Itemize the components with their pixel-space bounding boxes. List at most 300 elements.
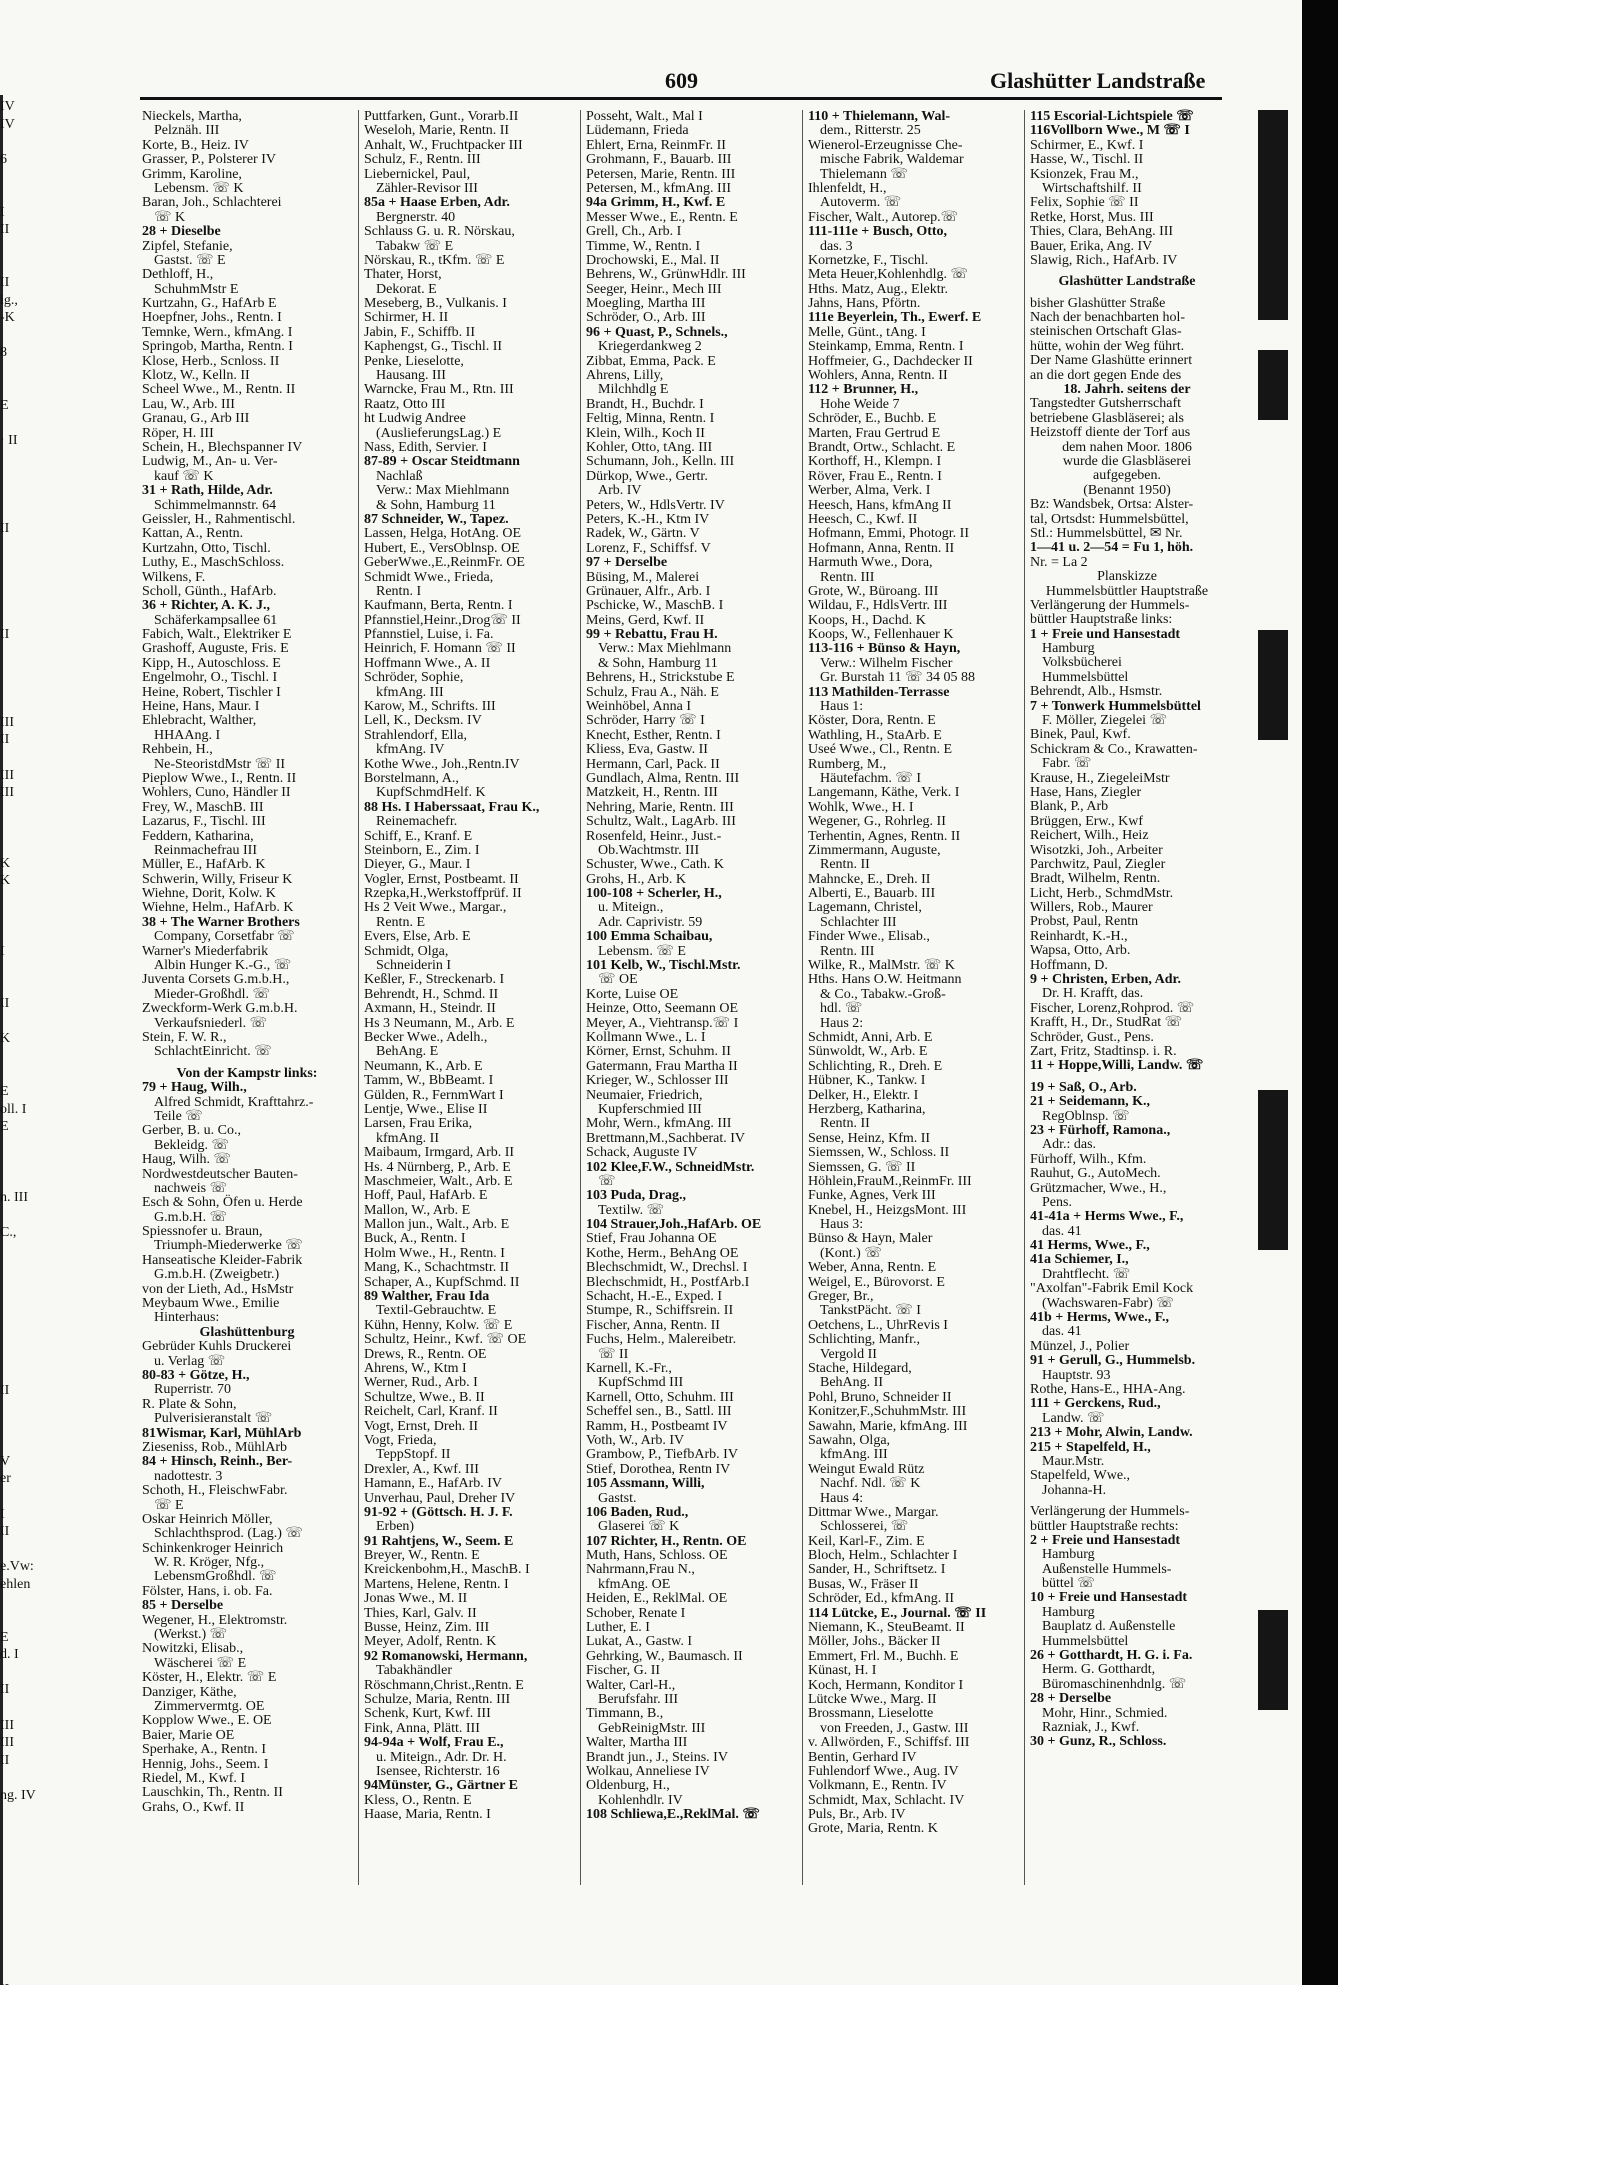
- directory-line: Breyer, W., Rentn. E: [364, 1548, 480, 1564]
- directory-line: Lell, K., Decksm. IV: [364, 713, 482, 729]
- directory-line: Gatermann, Frau Martha II: [586, 1058, 738, 1074]
- directory-line: Baran, Joh., Schlachterei: [142, 195, 282, 211]
- column-divider: [580, 110, 581, 1885]
- margin-fragment: [0, 588, 22, 606]
- directory-line: Dürkop, Wwe., Gertr.: [586, 468, 708, 484]
- directory-line: 97 + Derselbe: [586, 555, 668, 571]
- directory-line: SchuhmMstr E: [154, 281, 239, 297]
- directory-line: Bergnerstr. 40: [376, 209, 456, 225]
- directory-line: betriebene Glasbläserei; als: [1030, 410, 1184, 426]
- directory-line: Schuster, Wwe., Cath. K: [586, 857, 724, 873]
- directory-line: Schwerin, Willy, Friseur K: [142, 871, 293, 887]
- directory-line: Hamburg: [1042, 1547, 1095, 1563]
- directory-line: Stache, Hildegard,: [808, 1360, 912, 1376]
- directory-line: Hoff, Paul, HafArb. E: [364, 1188, 488, 1204]
- directory-line: Brandt jun., J., Steins. IV: [586, 1749, 728, 1765]
- thumb-index-tab-strip: [1250, 110, 1302, 1870]
- directory-line: Kipp, H., Autoschloss. E: [142, 655, 281, 671]
- directory-line: Gülden, R., FernmWart I: [364, 1087, 504, 1103]
- directory-line: Dr. H. Krafft, das.: [1042, 986, 1144, 1002]
- directory-line: Kornetzke, F., Tischl.: [808, 252, 929, 268]
- directory-line: Timme, W., Rentn. I: [586, 238, 701, 254]
- directory-line: Meyer, A., Viehtransp.☏ I: [586, 1015, 739, 1031]
- directory-line: Unverhau, Paul, Dreher IV: [364, 1490, 516, 1506]
- directory-line: Grasser, P., Polsterer IV: [142, 152, 276, 168]
- directory-line: Rosenfeld, Heinr., Just.-: [586, 828, 722, 844]
- directory-line: Weinhöbel, Anna I: [586, 699, 692, 715]
- page-number: 609: [665, 68, 698, 93]
- margin-fragment: [0, 1291, 22, 1309]
- directory-line: Hofmann, Anna, Rentn. II: [808, 540, 955, 556]
- margin-fragment: [0, 236, 22, 254]
- directory-line: Körner, Ernst, Schuhm. II: [586, 1044, 731, 1060]
- column-divider: [1024, 110, 1025, 1885]
- directory-line: Fischer, Walt., Autorep.☏: [808, 209, 959, 225]
- directory-line: Blechschmidt, H., PostfArb.I: [586, 1274, 750, 1290]
- directory-line: Stein, F. W. R.,: [142, 1030, 227, 1045]
- directory-line: Grimm, Karoline,: [142, 166, 242, 182]
- directory-line: Lassen, Helga, HotAng. OE: [364, 526, 522, 542]
- directory-line: Ehlert, Erna, ReinmFr. II: [586, 137, 726, 153]
- directory-line: Mallon, W., Arb. E: [364, 1202, 471, 1218]
- directory-line: Vogler, Ernst, Postbeamt. II: [364, 871, 519, 887]
- directory-line: das. 3: [820, 238, 853, 254]
- directory-line: Sense, Heinz, Kfm. II: [808, 1130, 931, 1146]
- directory-line: Ramm, H., Postbeamt IV: [586, 1418, 728, 1434]
- directory-line: Rentn. II: [820, 1116, 870, 1132]
- directory-line: Krieger, W., Schlosser III: [586, 1073, 729, 1089]
- margin-fragment: [0, 640, 22, 658]
- directory-line: 94-94a + Wolf, Frau E.,: [364, 1735, 504, 1751]
- directory-text-block: [142, 110, 1222, 1890]
- directory-line: Lukat, A., Gastw. I: [586, 1634, 693, 1650]
- margin-fragment: [0, 1063, 22, 1081]
- directory-line: Schröder, Ed., kfmAng. II: [808, 1591, 955, 1607]
- directory-line: Mang, K., Schachtmstr. II: [364, 1260, 510, 1276]
- directory-line: Langemann, Käthe, Verk. I: [808, 785, 960, 801]
- directory-line: Schröder, Harry ☏ I: [586, 713, 705, 729]
- margin-fragment: ehlen: [0, 1576, 31, 1592]
- margin-fragment: [0, 1256, 22, 1274]
- directory-line: Vogt, Ernst, Dreh. II: [364, 1418, 479, 1434]
- directory-line: Tamm, W., BbBeamt. I: [364, 1073, 494, 1089]
- directory-line: Arb. IV: [598, 483, 642, 499]
- margin-fragment: II: [0, 222, 10, 238]
- directory-line: Schröder, Sophie,: [364, 670, 464, 686]
- directory-line: Siemssen, W., Schloss. II: [808, 1145, 950, 1161]
- directory-line: Verw.: Max Miehlmann: [376, 483, 510, 499]
- directory-line: Heiden, E., ReklMal. OE: [586, 1591, 728, 1607]
- directory-line: Wohlk, Wwe., H. I: [808, 799, 914, 815]
- directory-line: Pfannstiel,Heinr.,Drog☏ II: [364, 612, 521, 628]
- margin-fragment: [0, 1766, 22, 1784]
- directory-line: Gr. Burstah 11 ☏ 34 05 88: [820, 670, 976, 686]
- directory-line: Hase, Hans, Ziegler: [1030, 784, 1142, 800]
- directory-line: 2 + Freie und Hansestadt: [1030, 1532, 1181, 1548]
- directory-line: Timmann, B.,: [586, 1706, 664, 1722]
- directory-line: Ob.Wachtmstr. III: [598, 842, 700, 858]
- directory-line: Thielemann ☏: [820, 166, 908, 182]
- directory-line: "Axolfan"-Fabrik Emil Kock: [1030, 1281, 1194, 1297]
- margin-fragment: 6: [0, 151, 7, 167]
- directory-line: Knecht, Esther, Rentn. I: [586, 727, 721, 743]
- directory-line: Müller, E., HafArb. K: [142, 857, 266, 873]
- directory-line: Temnke, Wern., kfmAng. I: [142, 324, 293, 340]
- directory-line: Hummelsbüttler Hauptstraße: [1045, 583, 1209, 599]
- margin-fragment: [0, 1819, 22, 1837]
- directory-line: Funke, Agnes, Verk III: [808, 1188, 936, 1204]
- directory-line: Drexler, A., Kwf. III: [364, 1461, 479, 1477]
- directory-line: Melle, Günt., tAng. I: [808, 324, 926, 340]
- directory-line: Tabakhändler: [376, 1663, 452, 1679]
- directory-line: 10 + Freie und Hansestadt: [1030, 1590, 1188, 1606]
- margin-fragment: [0, 1890, 22, 1908]
- directory-line: Haug, Wilh. ☏: [142, 1152, 232, 1168]
- directory-line: Mohr, Hinr., Schmied.: [1042, 1705, 1168, 1721]
- directory-line: Hoffmann Wwe., A. II: [364, 655, 491, 671]
- directory-line: Schoth, H., FleischwFabr.: [142, 1483, 288, 1499]
- directory-line: 19 + Saß, O., Arb.: [1030, 1079, 1137, 1095]
- directory-line: Mieder-Großhdl. ☏: [154, 986, 270, 1002]
- directory-line: Busas, W., Fräser II: [808, 1576, 919, 1592]
- directory-line: Razniak, J., Kwf.: [1042, 1719, 1140, 1735]
- directory-line: Reinmachefrau III: [154, 842, 257, 858]
- directory-line: Grohs, H., Arb. K: [586, 871, 686, 887]
- directory-line: 41-41a + Herms Wwe., F.,: [1030, 1209, 1184, 1225]
- scan-background: [0, 1985, 1600, 2177]
- directory-line: Matzkeit, H., Rentn. III: [586, 785, 718, 801]
- directory-line: 111 + Gerckens, Rud.,: [1030, 1396, 1161, 1412]
- directory-line: 101 Kelb, W., Tischl.Mstr.: [586, 958, 741, 974]
- directory-line: Hubert, E., VersOblnsp. OE: [364, 540, 520, 556]
- directory-line: Probst, Paul, Rentn: [1030, 914, 1139, 930]
- directory-line: Krafft, H., Dr., StudRat ☏: [1030, 1015, 1183, 1031]
- directory-line: Drahtflecht. ☏: [1042, 1266, 1131, 1282]
- directory-line: W. R. Kröger, Nfg.,: [154, 1555, 265, 1571]
- directory-line: Glaserei ☏ K: [598, 1519, 680, 1535]
- margin-fragment: [0, 1837, 22, 1855]
- directory-line: Wegener, H., Elektromstr.: [142, 1612, 288, 1628]
- directory-line: 110 + Thielemann, Wal-: [808, 109, 951, 124]
- directory-line: 89 Walther, Frau Ida: [364, 1289, 490, 1305]
- margin-fragment: [0, 676, 22, 694]
- directory-line: Bloch, Helm., Schlachter I: [808, 1548, 958, 1564]
- directory-line: an die dort gegen Ende des: [1030, 367, 1182, 383]
- directory-line: Hübner, K., Tankw. I: [808, 1073, 926, 1089]
- directory-line: Drochowski, E., Mal. II: [586, 252, 720, 268]
- directory-line: Schultze, Wwe., B. II: [364, 1389, 485, 1405]
- margin-fragment: [0, 1960, 22, 1978]
- directory-line: kauf ☏ K: [154, 468, 214, 484]
- directory-line: Engelmohr, O., Tischl. I: [142, 670, 278, 686]
- margin-fragment: II: [0, 1383, 10, 1399]
- thumb-index-band: [1258, 1610, 1288, 1710]
- margin-fragment: [0, 464, 22, 482]
- directory-line: Meyer, Adolf, Rentn. K: [364, 1634, 497, 1650]
- directory-line: 84 + Hinsch, Reinh., Ber-: [142, 1454, 293, 1470]
- directory-line: 88 Hs. I Haberssaat, Frau K.,: [364, 799, 540, 815]
- directory-line: Reinhardt, K.-H.,: [1030, 928, 1128, 944]
- header-rule: [140, 97, 1222, 100]
- directory-line: Schmidt, Max, Schlacht. IV: [808, 1792, 965, 1808]
- directory-line: Martens, Helene, Rentn. I: [364, 1576, 509, 1592]
- directory-line: Rzepka,H.,Werkstoffprüf. II: [364, 886, 522, 902]
- directory-line: 94Münster, G., Gärtner E: [364, 1778, 518, 1794]
- directory-line: Berufsfahr. III: [598, 1691, 679, 1707]
- margin-fragment: [0, 1942, 22, 1960]
- directory-line: Schack, Auguste IV: [586, 1145, 698, 1161]
- directory-line: GeberWwe.,E.,ReinmFr. OE: [364, 555, 525, 571]
- directory-line: kfmAng. III: [820, 1447, 888, 1463]
- directory-line: Stief, Dorothea, Rentn IV: [586, 1461, 731, 1477]
- margin-fragment: [0, 253, 22, 271]
- directory-line: Kreickenbohm,H., MaschB. I: [364, 1562, 530, 1578]
- directory-line: Sawahn, Marie, kfmAng. III: [808, 1418, 968, 1434]
- directory-line: Glashüttenburg: [199, 1324, 295, 1340]
- margin-fragment: [0, 1854, 22, 1872]
- directory-line: Lentje, Wwe., Elise II: [364, 1101, 488, 1117]
- directory-line: Keßler, F., Streckenarb. I: [364, 972, 505, 988]
- directory-line: Zimmervermtg. OE: [154, 1698, 265, 1714]
- margin-fragment: [0, 1010, 22, 1028]
- directory-line: Planskizze: [1097, 569, 1157, 585]
- directory-line: Dieyer, G., Maur. I: [364, 857, 471, 873]
- directory-line: Busse, Heinz, Zim. III: [364, 1620, 490, 1636]
- directory-line: Verlängerung der Hummels-: [1030, 597, 1190, 613]
- directory-line: Schulz, F., Rentn. III: [364, 152, 481, 168]
- thumb-index-band: [1258, 110, 1288, 320]
- directory-line: Klein, Wilh., Koch II: [586, 425, 705, 441]
- directory-line: Parchwitz, Paul, Ziegler: [1030, 856, 1166, 872]
- margin-fragment: [0, 1397, 22, 1415]
- directory-line: Wiehne, Helm., HafArb. K: [142, 900, 294, 916]
- directory-line: Schacht, H.-E., Exped. I: [586, 1289, 723, 1305]
- directory-line: Milchhdlg E: [598, 382, 669, 398]
- margin-fragment: [0, 324, 22, 342]
- directory-line: 112 + Brunner, H.,: [808, 382, 919, 398]
- directory-line: Holm Wwe., H., Rentn. I: [364, 1245, 505, 1261]
- directory-line: Schlichting, Manfr.,: [808, 1332, 920, 1348]
- directory-line: Wolkau, Anneliese IV: [586, 1763, 710, 1779]
- directory-line: Isensee, Richterstr. 16: [376, 1763, 500, 1779]
- margin-fragment: [0, 1151, 22, 1169]
- directory-line: Baier, Marie OE: [142, 1727, 235, 1743]
- directory-line: 1—41 u. 2—54 = Fu 1, höh.: [1030, 540, 1194, 556]
- directory-line: Koops, H., Dachd. K: [808, 612, 926, 628]
- directory-line: 7 + Tonwerk Hummelsbüttel: [1030, 698, 1201, 714]
- margin-fragment: [0, 447, 22, 465]
- directory-line: 115 Escorial-Lichtspiele ☏: [1030, 109, 1194, 124]
- margin-fragment: III: [0, 1735, 14, 1751]
- directory-line: Koops, W., Fellenhauer K: [808, 627, 954, 643]
- directory-line: Kliess, Eva, Gastw. II: [586, 742, 708, 758]
- directory-line: Hasse, W., Tischl. II: [1030, 152, 1144, 168]
- directory-line: Nowitzki, Elisab.,: [142, 1641, 244, 1657]
- directory-line: Mohr, Wern., kfmAng. III: [586, 1116, 732, 1132]
- directory-line: Scholl, Günth., HafArb.: [142, 583, 277, 599]
- margin-fragment: [0, 377, 22, 395]
- directory-line: & Co., Tabakw.-Groß-: [820, 986, 946, 1002]
- directory-line: 85a + Haase Erben, Adr.: [364, 195, 510, 211]
- margin-fragment: III: [0, 714, 14, 730]
- margin-fragment: [0, 1802, 22, 1820]
- directory-line: Drews, R., Rentn. OE: [364, 1346, 487, 1362]
- directory-line: 87-89 + Oscar Steidtmann: [364, 454, 520, 470]
- directory-column-5: [1030, 110, 1224, 1750]
- directory-line: Schlachthsprod. (Lag.) ☏: [154, 1526, 303, 1542]
- directory-line: Knebel, H., HeizgsMont. III: [808, 1202, 967, 1218]
- directory-line: 28 + Derselbe: [1030, 1691, 1112, 1707]
- margin-fragment: [0, 1309, 22, 1327]
- directory-line: Stapelfeld, Wwe.,: [1030, 1468, 1131, 1484]
- margin-fragment: [0, 1696, 22, 1714]
- directory-line: 106 Baden, Rud.,: [586, 1504, 689, 1520]
- directory-line: (Kont.) ☏: [820, 1245, 882, 1261]
- directory-line: Petersen, M., kfmAng. III: [586, 180, 732, 196]
- directory-line: Borstelmann, A.,: [364, 770, 459, 786]
- directory-line: 9 + Christen, Erben, Adr.: [1030, 972, 1181, 988]
- directory-line: Koch, Hermann, Konditor I: [808, 1677, 964, 1693]
- directory-line: Lebensm. ☏ K: [154, 180, 244, 196]
- directory-line: büttel ☏: [1042, 1576, 1095, 1592]
- directory-line: Behrendt, Alb., Hsmstr.: [1030, 684, 1163, 700]
- directory-line: Grohmann, F., Bauarb. III: [586, 152, 732, 168]
- directory-line: 30 + Gunz, R., Schloss.: [1030, 1734, 1167, 1750]
- directory-line: 11 + Hoppe,Willi, Landw. ☏: [1030, 1058, 1204, 1074]
- directory-line: tal, Ortsdst: Hummelsbüttel,: [1030, 511, 1189, 527]
- directory-line: nachweis ☏: [154, 1180, 228, 1196]
- directory-line: KupfSchmd III: [598, 1375, 684, 1391]
- directory-line: Nordwestdeutscher Bauten-: [142, 1166, 298, 1182]
- directory-line: Mallon jun., Walt., Arb. E: [364, 1217, 510, 1233]
- directory-line: Landw. ☏: [1042, 1410, 1105, 1426]
- directory-line: Häutefachm. ☏ I: [820, 770, 922, 786]
- directory-line: Sawahn, Olga,: [808, 1432, 891, 1448]
- directory-line: Volksbücherei: [1042, 655, 1122, 671]
- directory-line: Brandt, H., Buchdr. I: [586, 396, 704, 412]
- directory-line: 41b + Herms, Wwe., F.,: [1030, 1310, 1170, 1326]
- directory-line: Wohlers, Anna, Rentn. II: [808, 368, 948, 384]
- directory-line: Geissler, H., Rahmentischl.: [142, 511, 296, 527]
- thumb-index-band: [1258, 1090, 1288, 1250]
- directory-line: Fuhlendorf Wwe., Aug. IV: [808, 1763, 959, 1779]
- margin-fragment: [0, 535, 22, 553]
- directory-line: 28 + Dieselbe: [142, 224, 221, 240]
- directory-line: Wisotzki, Joh., Arbeiter: [1030, 842, 1163, 858]
- directory-line: Bauer, Erika, Ang. IV: [1030, 238, 1153, 254]
- directory-line: Schmidt, Olga,: [364, 943, 449, 959]
- directory-line: Rentn. I: [376, 583, 422, 599]
- directory-line: 213 + Mohr, Alwin, Landw.: [1030, 1425, 1193, 1441]
- directory-line: Oetchens, L., UhrRevis I: [808, 1317, 948, 1333]
- directory-line: Schäferkampsallee 61: [154, 612, 278, 628]
- margin-fragment: [0, 1661, 22, 1679]
- directory-line: Larsen, Frau Erika,: [364, 1116, 473, 1132]
- directory-line: Gerber, B. u. Co.,: [142, 1123, 241, 1139]
- margin-fragment: II: [0, 1682, 10, 1698]
- directory-line: Danziger, Käthe,: [142, 1684, 237, 1700]
- directory-line: Heinze, Otto, Seemann OE: [586, 1001, 739, 1017]
- directory-line: TeppStopf. II: [376, 1447, 451, 1463]
- margin-fragment: [0, 1168, 22, 1186]
- directory-line: Nass, Edith, Servier. I: [364, 439, 487, 455]
- directory-line: (Werkst.) ☏: [154, 1627, 228, 1643]
- directory-line: Springob, Martha, Rentn. I: [142, 339, 293, 355]
- directory-line: Niemann, K., SteuBeamt. II: [808, 1620, 965, 1636]
- margin-fragment: II: [0, 1524, 10, 1540]
- directory-line: ht Ludwig Andree: [364, 411, 466, 427]
- directory-line: Terhentin, Agnes, Rentn. II: [808, 828, 961, 844]
- directory-line: Lau, W., Arb. III: [142, 396, 235, 412]
- directory-line: Schultz, Walt., LagArb. III: [586, 814, 736, 830]
- directory-line: 111e Beyerlein, Th., Ewerf. E: [808, 310, 982, 326]
- directory-line: Slawig, Rich., HafArb. IV: [1030, 252, 1178, 268]
- directory-line: Grell, Ch., Arb. I: [586, 224, 682, 240]
- directory-line: Muth, Hans, Schloss. OE: [586, 1548, 728, 1564]
- directory-line: Rehbein, H.,: [142, 742, 213, 758]
- margin-fragment: V: [0, 1453, 11, 1469]
- column-divider: [802, 110, 803, 1885]
- margin-fragment: [0, 1133, 22, 1151]
- directory-line: Herzberg, Katharina,: [808, 1101, 926, 1117]
- directory-line: Tangstedter Gutsherrschaft: [1030, 396, 1182, 412]
- directory-line: Hs 2 Veit Wwe., Margar.,: [364, 900, 507, 916]
- directory-line: Hamburg: [1042, 641, 1095, 657]
- directory-line: Meta Heuer,Kohlenhdlg. ☏: [808, 267, 969, 283]
- directory-line: Ahrens, Lilly,: [586, 368, 664, 384]
- directory-line: Ahrens, W., Ktm I: [364, 1360, 467, 1376]
- directory-line: Ne-SteoristdMstr ☏ II: [154, 756, 286, 772]
- margin-fragment: [0, 605, 22, 623]
- directory-line: 41a Schiemer, I.,: [1030, 1252, 1129, 1268]
- margin-fragment: [0, 1925, 22, 1943]
- directory-line: 104 Strauer,Joh.,HafArb. OE: [586, 1217, 762, 1233]
- margin-fragment: [0, 500, 22, 518]
- directory-line: Autoverm. ☏: [820, 195, 902, 211]
- directory-line: Grashoff, Auguste, Fris. E: [142, 641, 289, 657]
- directory-line: Blechschmidt, W., Drechsl. I: [586, 1260, 748, 1276]
- directory-line: Brossmann, Lieselotte: [808, 1706, 934, 1722]
- directory-line: 100 Emma Schaibau,: [586, 929, 713, 945]
- directory-line: Zieseniss, Rob., MühlArb: [142, 1439, 288, 1455]
- directory-line: Pschicke, W., MaschB. I: [586, 598, 724, 614]
- directory-line: Kurtzahn, Otto, Tischl.: [142, 540, 271, 556]
- directory-line: Maibaum, Irmgard, Arb. II: [364, 1145, 515, 1161]
- margin-fragment: [0, 887, 22, 905]
- directory-line: Lorenz, F., Schiffsf. V: [586, 540, 711, 556]
- directory-line: Schultz, Heinr., Kwf. ☏ OE: [364, 1332, 527, 1348]
- margin-fragment: [0, 1045, 22, 1063]
- directory-line: Kriegerdankweg 2: [598, 339, 702, 355]
- directory-line: Heine, Hans, Maur. I: [142, 699, 260, 715]
- directory-line: 41 Herms, Wwe., F.,: [1030, 1238, 1150, 1254]
- directory-line: 87 Schneider, W., Tapez.: [364, 511, 509, 527]
- directory-line: HHAAng. I: [154, 727, 221, 743]
- directory-line: Wohlers, Cuno, Händler II: [142, 785, 291, 801]
- directory-line: Nachf. Ndl. ☏ K: [820, 1476, 921, 1492]
- directory-line: Thies, Karl, Galv. II: [364, 1605, 477, 1621]
- directory-line: Fabich, Walt., Elektriker E: [142, 627, 292, 643]
- directory-line: Hofmann, Emmi, Photogr. II: [808, 526, 969, 542]
- margin-fragment: E: [0, 1629, 9, 1645]
- directory-line: Hoffmeier, G., Dachdecker II: [808, 353, 973, 369]
- margin-fragment: · II: [0, 433, 18, 449]
- directory-line: 91 Rahtjens, W., Seem. E: [364, 1533, 514, 1549]
- directory-line: 105 Assmann, Willi,: [586, 1476, 705, 1492]
- directory-line: BehAng. E: [376, 1044, 439, 1060]
- directory-line: Lütcke Wwe., Marg. II: [808, 1691, 937, 1707]
- directory-line: Heesch, C., Kwf. II: [808, 511, 918, 527]
